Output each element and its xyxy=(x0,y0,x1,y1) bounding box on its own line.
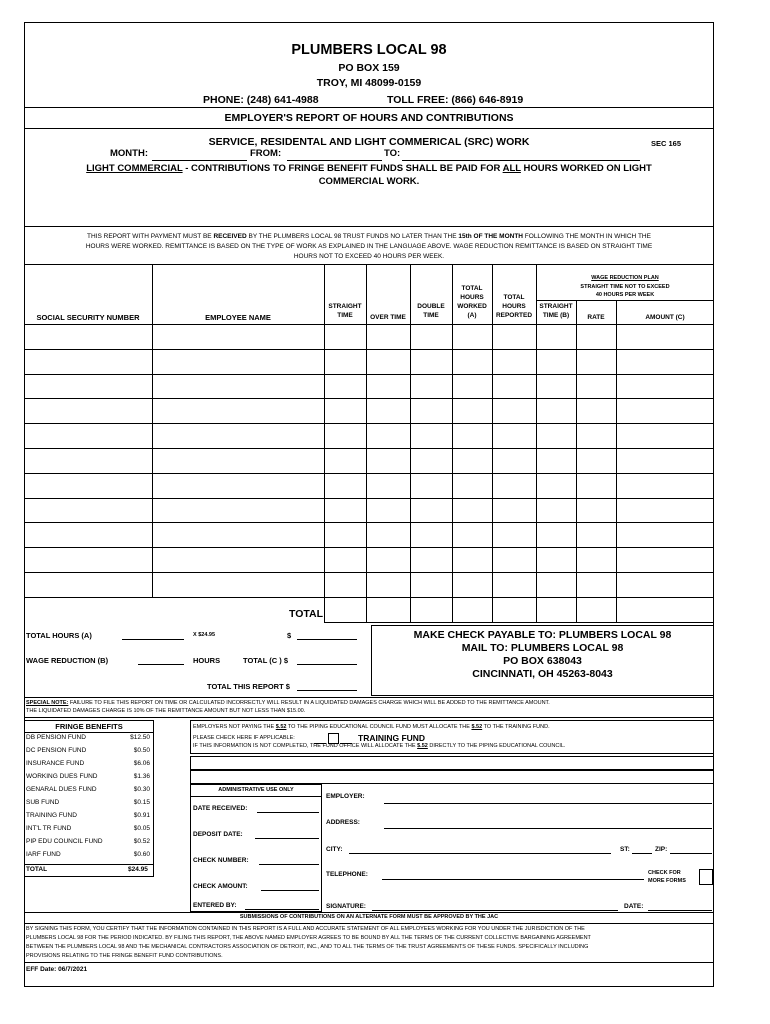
table-cell[interactable] xyxy=(576,498,616,523)
total-cell[interactable] xyxy=(366,597,410,622)
table-cell[interactable] xyxy=(152,498,324,523)
to-field[interactable] xyxy=(402,160,640,161)
table-cell[interactable] xyxy=(24,522,152,547)
total-c-label: TOTAL (C ) $ xyxy=(243,656,288,665)
table-cell[interactable] xyxy=(410,547,452,572)
address-field[interactable] xyxy=(384,828,712,829)
table-cell[interactable] xyxy=(366,522,410,547)
fringe-item-name: TRAINING FUND xyxy=(26,812,77,819)
table-cell[interactable] xyxy=(324,448,366,473)
table-cell[interactable] xyxy=(324,374,366,399)
table-cell[interactable] xyxy=(152,473,324,498)
total-cell[interactable] xyxy=(452,597,492,622)
month-label: MONTH: xyxy=(110,148,148,159)
fringe-item-name: DC PENSION FUND xyxy=(26,747,87,754)
col-double-time: DOUBLE TIME xyxy=(417,303,445,319)
table-cell[interactable] xyxy=(616,349,714,374)
payable-to: MAKE CHECK PAYABLE TO: PLUMBERS LOCAL 98 xyxy=(413,629,672,641)
table-total-label: TOTAL xyxy=(289,608,324,620)
total-c-field[interactable] xyxy=(297,664,357,665)
total-report-label: TOTAL THIS REPORT $ xyxy=(207,682,290,691)
table-cell[interactable] xyxy=(492,423,536,448)
fringe-item-rate: $0.30 xyxy=(133,786,150,793)
table-cell[interactable] xyxy=(616,448,714,473)
table-cell[interactable] xyxy=(324,572,366,597)
table-cell[interactable] xyxy=(576,448,616,473)
month-field[interactable] xyxy=(152,160,247,161)
table-cell[interactable] xyxy=(536,374,576,399)
rate-label: X $24.95 xyxy=(193,632,216,638)
table-cell[interactable] xyxy=(24,547,152,572)
fringe-title: FRINGE BENEFITS xyxy=(55,722,123,731)
table-cell[interactable] xyxy=(536,498,576,523)
table-cell[interactable] xyxy=(616,374,714,399)
col-overtime: OVER TIME xyxy=(370,314,406,321)
table-cell[interactable] xyxy=(452,547,492,572)
table-cell[interactable] xyxy=(410,349,452,374)
table-cell[interactable] xyxy=(492,349,536,374)
table-cell[interactable] xyxy=(152,349,324,374)
table-cell[interactable] xyxy=(536,398,576,423)
table-cell[interactable] xyxy=(152,423,324,448)
date-field[interactable] xyxy=(648,910,712,911)
certify-2: PLUMBERS LOCAL 98 FOR THE PERIOD INDICATED. BY FILING THIS REPORT, THE ABOVE NAMED EMPLOYER AGREES TO BE BOUND BY ALL THE TERMS OF THE CURRENT COLLECTIVE BARGAINING AGREEMENT xyxy=(26,935,591,941)
mail-to: MAIL TO: PLUMBERS LOCAL 98 xyxy=(461,642,624,654)
table-cell[interactable] xyxy=(410,473,452,498)
col-total-reported: TOTAL HOURS REPORTED xyxy=(495,294,533,319)
total-cell[interactable] xyxy=(536,597,576,622)
deposit-date-field[interactable] xyxy=(255,838,319,839)
table-cell[interactable] xyxy=(366,448,410,473)
training-line-1: EMPLOYERS NOT PAYING THE $.52 TO THE PIPING EDUCATIONAL COUNCIL FUND MUST ALLOCATE THE $.52 TO THE TRAINING FUND. xyxy=(193,724,550,730)
table-cell[interactable] xyxy=(410,324,452,349)
table-cell[interactable] xyxy=(24,398,152,423)
table-cell[interactable] xyxy=(24,349,152,374)
table-cell[interactable] xyxy=(616,522,714,547)
table-cell[interactable] xyxy=(24,324,152,349)
table-cell[interactable] xyxy=(152,547,324,572)
total-cell[interactable] xyxy=(324,597,366,622)
total-amount-field[interactable] xyxy=(297,639,357,640)
city-label: CITY: xyxy=(326,846,343,853)
section-code: SEC 165 xyxy=(651,139,682,148)
table-cell[interactable] xyxy=(492,572,536,597)
address-label: ADDRESS: xyxy=(326,819,360,826)
training-line-3: IF THIS INFORMATION IS NOT COMPLETED, THE FUND OFFICE WILL ALLOCATE THE $.52 DIRECTLY TO THE PIPING EDUCATIONAL COUNCIL. xyxy=(193,743,566,749)
table-cell[interactable] xyxy=(452,498,492,523)
table-cell[interactable] xyxy=(492,398,536,423)
mail-city: CINCINNATI, OH 45263-8043 xyxy=(472,668,613,680)
table-cell[interactable] xyxy=(366,324,410,349)
employer-label: EMPLOYER: xyxy=(326,793,365,800)
table-cell[interactable] xyxy=(536,324,576,349)
total-hours-field[interactable] xyxy=(122,639,184,640)
table-cell[interactable] xyxy=(410,498,452,523)
table-cell[interactable] xyxy=(576,423,616,448)
date-label: DATE: xyxy=(624,903,644,910)
blank-row-2[interactable] xyxy=(190,770,714,784)
fringe-item-name: INSURANCE FUND xyxy=(26,760,85,767)
table-cell[interactable] xyxy=(324,423,366,448)
wage-reduction-field[interactable] xyxy=(138,664,184,665)
notice-line-3: HOURS NOT TO EXCEED 40 HOURS PER WEEK. xyxy=(293,253,445,260)
report-title: EMPLOYER'S REPORT OF HOURS AND CONTRIBUTIONS xyxy=(224,112,514,124)
table-cell[interactable] xyxy=(24,374,152,399)
certify-3: BETWEEN THE PLUMBERS LOCAL 98 AND THE MECHANICAL CONTRACTORS ASSOCIATION OF DETROIT, INC., AND TO ALL THE TERMS OF THE TRUST AGREEMENTS OF THESE FUNDS. SPECIFICALLY INCLUDING xyxy=(26,944,589,950)
fringe-item-rate: $0.52 xyxy=(133,838,150,845)
fringe-item-name: PIP EDU COUNCIL FUND xyxy=(26,838,103,845)
table-cell[interactable] xyxy=(152,374,324,399)
table-cell[interactable] xyxy=(492,522,536,547)
fringe-item-name: INT'L TR FUND xyxy=(26,825,72,832)
from-field[interactable] xyxy=(287,160,382,161)
admin-box xyxy=(190,784,322,912)
city-field[interactable] xyxy=(349,853,611,854)
check-more-box[interactable] xyxy=(699,869,713,885)
table-cell[interactable] xyxy=(492,498,536,523)
certify-4: PROVISIONS RELATING TO THE FRINGE BENEFIT FUND CONTRIBUTIONS. xyxy=(26,953,223,959)
table-cell[interactable] xyxy=(410,448,452,473)
col-straight-time: STRAIGHT TIME xyxy=(328,303,362,319)
table-cell[interactable] xyxy=(616,324,714,349)
table-cell[interactable] xyxy=(410,572,452,597)
table-cell[interactable] xyxy=(452,398,492,423)
check-amount-label: CHECK AMOUNT: xyxy=(193,883,248,890)
table-cell[interactable] xyxy=(366,473,410,498)
fringe-item-rate: $0.60 xyxy=(133,851,150,858)
table-cell[interactable] xyxy=(24,473,152,498)
employer-field[interactable] xyxy=(384,803,712,804)
table-cell[interactable] xyxy=(152,398,324,423)
telephone-label: TELEPHONE: xyxy=(326,871,368,878)
table-cell[interactable] xyxy=(536,572,576,597)
table-cell[interactable] xyxy=(324,473,366,498)
special-note-line-1: SPECIAL NOTE: FAILURE TO FILE THIS REPORT ON TIME OR CALCULATED INCORRECTLY WILL RESULT IN A LIQUIDATED DAMAGES CHARGE WHICH WILL BE ADDED TO THE REMITTANCE AMOUNT. xyxy=(26,700,550,706)
check-more-label: CHECK FOR MORE FORMS xyxy=(648,870,686,884)
table-cell[interactable] xyxy=(324,522,366,547)
table-cell[interactable] xyxy=(576,374,616,399)
check-amount-field[interactable] xyxy=(261,890,319,891)
certify-1: BY SIGNING THIS FORM, YOU CERTIFY THAT THE INFORMATION CONTAINED IN THIS REPORT IS A FULL AND ACCURATE STATEMENT OF ALL EMPLOYEES WORKING FOR YOU UNDER THE JURISDICTION OF THE xyxy=(26,926,585,932)
total-cell[interactable] xyxy=(576,597,616,622)
contrib-line: LIGHT COMMERCIAL - CONTRIBUTIONS TO FRINGE BENEFIT FUNDS SHALL BE PAID FOR ALL HOURS WORKED ON LIGHT xyxy=(86,163,652,174)
contrib-line-2: COMMERCIAL WORK. xyxy=(318,176,420,187)
table-cell[interactable] xyxy=(576,324,616,349)
table-cell[interactable] xyxy=(24,498,152,523)
training-check-label: PLEASE CHECK HERE IF APPLICABLE: xyxy=(193,735,295,741)
fringe-item-name: GENARAL DUES FUND xyxy=(26,786,97,793)
hours-label: HOURS xyxy=(193,656,221,665)
table-cell[interactable] xyxy=(452,572,492,597)
table-cell[interactable] xyxy=(452,324,492,349)
special-note-line-2: THE LIQUIDATED DAMAGES CHARGE IS 10% OF THE REMITTANCE AMOUNT BUT NOT LESS THAN $15.00. xyxy=(26,708,306,714)
state-label: ST: xyxy=(620,846,630,853)
table-cell[interactable] xyxy=(576,473,616,498)
table-cell[interactable] xyxy=(576,522,616,547)
wage-plan-sub1: STRAIGHT TIME NOT TO EXCEED xyxy=(580,284,670,290)
table-cell[interactable] xyxy=(616,572,714,597)
table-cell[interactable] xyxy=(536,349,576,374)
telephone-field[interactable] xyxy=(382,879,644,880)
table-cell[interactable] xyxy=(492,448,536,473)
dollar-label: $ xyxy=(287,631,292,640)
deposit-date-label: DEPOSIT DATE: xyxy=(193,831,243,838)
table-cell[interactable] xyxy=(366,398,410,423)
table-cell[interactable] xyxy=(452,423,492,448)
fringe-item-rate: $1.36 xyxy=(133,773,150,780)
wage-plan-title: WAGE REDUCTION PLAN xyxy=(591,275,659,281)
table-cell[interactable] xyxy=(576,398,616,423)
table-cell[interactable] xyxy=(152,324,324,349)
zip-field[interactable] xyxy=(670,853,712,854)
notice-line-2: HOURS WERE WORKED. REMITTANCE IS BASED ON THE TYPE OF WORK AS EXPLAINED IN THE LANGUAGE ABOVE. WAGE REDUCTION REMITTANCE IS BASED ON STRAIGHT TIME xyxy=(85,243,653,250)
address-line-1: PO BOX 159 xyxy=(338,62,400,74)
fringe-item-rate: $0.15 xyxy=(133,799,150,806)
eff-date: EFF Date: 06/7/2021 xyxy=(26,966,88,973)
table-cell[interactable] xyxy=(616,498,714,523)
work-type: SERVICE, RESIDENTAL AND LIGHT COMMERICAL (SRC) WORK xyxy=(208,136,530,148)
col-amount: AMOUNT (C) xyxy=(645,314,685,321)
fringe-item-rate: $0.50 xyxy=(133,747,150,754)
page-title: PLUMBERS LOCAL 98 xyxy=(291,42,447,58)
phone: PHONE: (248) 641-4988 xyxy=(203,94,319,106)
col-total-worked: TOTAL HOURS WORKED (A) xyxy=(457,285,487,319)
table-cell[interactable] xyxy=(492,374,536,399)
table-cell[interactable] xyxy=(616,473,714,498)
table-cell[interactable] xyxy=(324,547,366,572)
table-cell[interactable] xyxy=(366,547,410,572)
wage-reduction-label: WAGE REDUCTION (B) xyxy=(26,656,109,665)
wage-plan-sub2: 40 HOURS PER WEEK xyxy=(595,292,655,298)
table-cell[interactable] xyxy=(152,522,324,547)
col-rate: RATE xyxy=(587,314,605,321)
table-cell[interactable] xyxy=(366,374,410,399)
signature-label: SIGNATURE: xyxy=(326,903,366,910)
table-cell[interactable] xyxy=(576,349,616,374)
table-cell[interactable] xyxy=(324,498,366,523)
toll-free: TOLL FREE: (866) 646-8919 xyxy=(387,94,524,106)
total-cell[interactable] xyxy=(410,597,452,622)
blank-row-1[interactable] xyxy=(190,756,714,770)
fringe-item-name: SUB FUND xyxy=(26,799,60,806)
to-label: TO: xyxy=(384,148,401,159)
total-cell[interactable] xyxy=(616,597,714,622)
table-cell[interactable] xyxy=(324,398,366,423)
entered-by-field[interactable] xyxy=(245,909,319,910)
fringe-total-value: $24.95 xyxy=(128,866,148,873)
total-hours-label: TOTAL HOURS (A) xyxy=(26,631,92,640)
fringe-item-rate: $0.05 xyxy=(133,825,150,832)
light-commercial: LIGHT COMMERCIAL xyxy=(86,163,183,174)
fringe-item-rate: $0.91 xyxy=(133,812,150,819)
fringe-item-name: WORKING DUES FUND xyxy=(26,773,98,780)
table-cell[interactable] xyxy=(536,547,576,572)
table-cell[interactable] xyxy=(452,522,492,547)
table-cell[interactable] xyxy=(366,498,410,523)
notice-line-1: THIS REPORT WITH PAYMENT MUST BE RECEIVED BY THE PLUMBERS LOCAL 98 TRUST FUNDS NO LATER THAN THE 15th OF THE MONTH FOLLOWING THE MONTH IN WHICH THE xyxy=(87,233,651,240)
table-cell[interactable] xyxy=(452,374,492,399)
table-cell[interactable] xyxy=(536,448,576,473)
table-grid-line xyxy=(24,597,714,598)
table-cell[interactable] xyxy=(152,448,324,473)
table-cell[interactable] xyxy=(366,349,410,374)
fringe-item-rate: $12.50 xyxy=(130,734,150,741)
total-report-field[interactable] xyxy=(297,690,357,691)
table-cell[interactable] xyxy=(410,522,452,547)
table-grid-line xyxy=(324,622,714,623)
table-cell[interactable] xyxy=(24,448,152,473)
table-cell[interactable] xyxy=(410,423,452,448)
table-cell[interactable] xyxy=(410,374,452,399)
table-cell[interactable] xyxy=(536,473,576,498)
from-label: FROM: xyxy=(250,148,282,159)
address-line-2: TROY, MI 48099-0159 xyxy=(316,77,422,89)
date-received-field[interactable] xyxy=(257,812,319,813)
table-cell[interactable] xyxy=(410,398,452,423)
table-cell[interactable] xyxy=(324,349,366,374)
table-cell[interactable] xyxy=(492,473,536,498)
table-cell[interactable] xyxy=(24,423,152,448)
table-cell[interactable] xyxy=(616,547,714,572)
fringe-total-label: TOTAL xyxy=(26,866,48,873)
admin-title: ADMINISTRATIVE USE ONLY xyxy=(218,787,294,793)
table-cell[interactable] xyxy=(492,547,536,572)
table-cell[interactable] xyxy=(576,547,616,572)
table-cell[interactable] xyxy=(366,423,410,448)
table-grid-line xyxy=(536,300,714,301)
fringe-item-name: DB PENSION FUND xyxy=(26,734,86,741)
col-ssn: SOCIAL SECURITY NUMBER xyxy=(36,313,140,322)
check-number-field[interactable] xyxy=(259,864,319,865)
zip-label: ZIP: xyxy=(655,846,668,853)
table-cell[interactable] xyxy=(536,522,576,547)
check-number-label: CHECK NUMBER: xyxy=(193,857,249,864)
col-straight-time-b: STRAIGHT TIME (B) xyxy=(539,303,573,319)
date-received-label: DATE RECEIVED: xyxy=(193,805,248,812)
table-cell[interactable] xyxy=(616,423,714,448)
total-cell[interactable] xyxy=(492,597,536,622)
table-cell[interactable] xyxy=(452,448,492,473)
state-field[interactable] xyxy=(632,853,652,854)
training-fund-label: TRAINING FUND xyxy=(358,733,426,743)
mail-box: PO BOX 638043 xyxy=(503,655,582,667)
table-cell[interactable] xyxy=(616,398,714,423)
table-cell[interactable] xyxy=(24,572,152,597)
table-cell[interactable] xyxy=(366,572,410,597)
submissions-note: SUBMISSIONS OF CONTRIBUTIONS ON AN ALTERNATE FORM MUST BE APPROVED BY THE JAC xyxy=(239,914,499,920)
signature-field[interactable] xyxy=(372,910,618,911)
fringe-item-name: IARF FUND xyxy=(26,851,61,858)
table-cell[interactable] xyxy=(152,572,324,597)
table-cell[interactable] xyxy=(324,324,366,349)
table-cell[interactable] xyxy=(576,572,616,597)
entered-by-label: ENTERED BY: xyxy=(193,902,237,909)
col-employee-name: EMPLOYEE NAME xyxy=(205,313,271,322)
table-cell[interactable] xyxy=(492,324,536,349)
table-cell[interactable] xyxy=(452,349,492,374)
fringe-item-rate: $6.06 xyxy=(133,760,150,767)
table-cell[interactable] xyxy=(452,473,492,498)
table-cell[interactable] xyxy=(536,423,576,448)
